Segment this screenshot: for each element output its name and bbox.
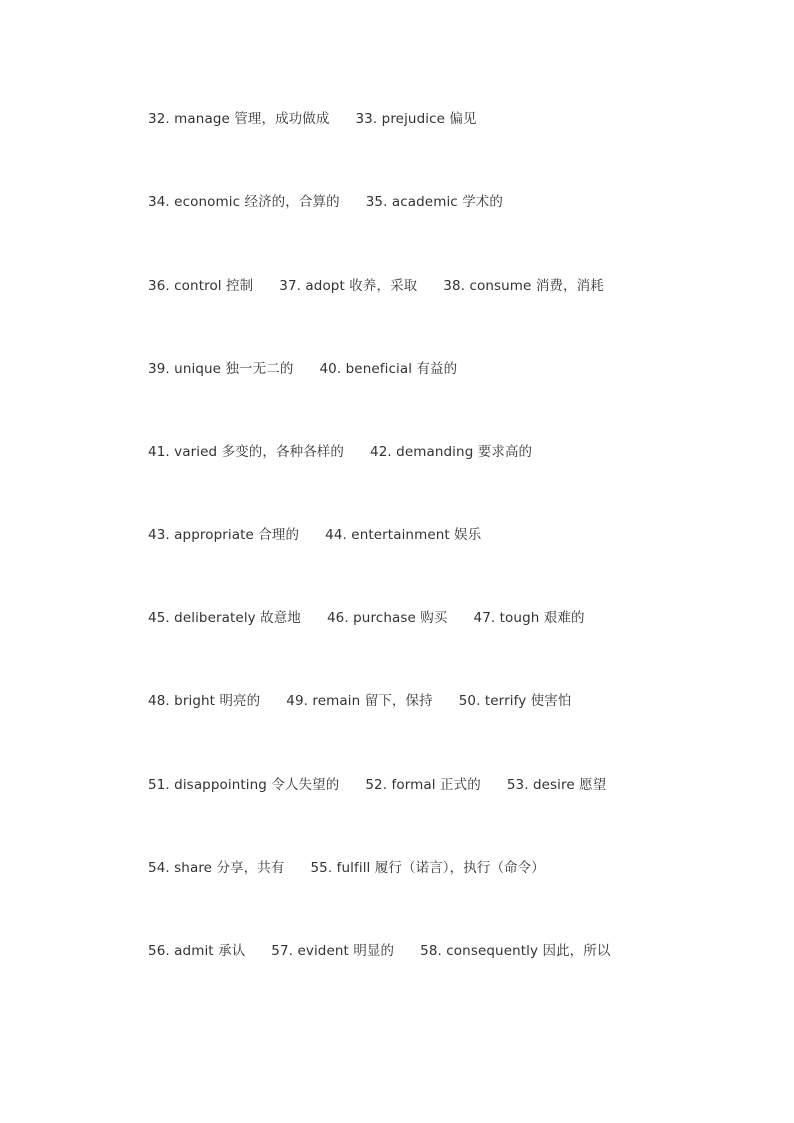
- vocab-line-41-42: [148, 442, 532, 462]
- vocab-entry-adopt: 37. adopt 收养，采取: [279, 278, 418, 294]
- vocab-entry-control: 36. control 控制: [148, 278, 254, 294]
- vocab-entry-purchase: 46. purchase 购买: [326, 610, 448, 626]
- vocab-entry-desire: 53. desire 愿望: [506, 777, 607, 793]
- vocab-line-43-44: [148, 525, 481, 545]
- vocab-entry-terrify: 50. terrify 使害怕: [458, 693, 572, 709]
- vocab-line-48-50: [148, 691, 571, 711]
- vocab-entry-prejudice: 33. prejudice 偏见: [355, 111, 477, 127]
- vocab-entry-economic: 34. economic 经济的，合算的: [148, 194, 340, 210]
- vocab-entry-formal: 52. formal 正式的: [365, 777, 481, 793]
- vocab-entry-unique: 39. unique 独一无二的: [148, 361, 294, 377]
- vocab-line-56-58: [148, 941, 610, 961]
- vocab-entry-evident: 57. evident 明显的: [271, 943, 395, 959]
- vocab-line-54-55: [148, 858, 545, 878]
- vocab-entry-fulfill: 55. fulfill 履行（诺言），执行（命令）: [310, 860, 545, 876]
- vocab-entry-entertainment: 44. entertainment 娱乐: [325, 527, 482, 543]
- vocab-entry-varied: 41. varied 多变的，各种各样的: [148, 444, 344, 460]
- vocab-entry-consequently: 58. consequently 因此，所以: [420, 943, 611, 959]
- vocab-entry-demanding: 42. demanding 要求高的: [370, 444, 533, 460]
- vocab-line-36-38: [148, 276, 604, 296]
- vocab-entry-deliberately: 45. deliberately 故意地: [148, 610, 301, 626]
- vocab-line-51-53: [148, 775, 606, 795]
- vocab-entry-academic: 35. academic 学术的: [365, 194, 504, 210]
- vocab-entry-beneficial: 40. beneficial 有益的: [319, 361, 458, 377]
- vocab-entry-appropriate: 43. appropriate 合理的: [148, 527, 300, 543]
- vocab-entry-bright: 48. bright 明亮的: [148, 693, 261, 709]
- vocab-entry-tough: 47. tough 艰难的: [473, 610, 585, 626]
- vocab-entry-manage: 32. manage 管理，成功做成: [148, 111, 330, 127]
- vocab-entry-consume: 38. consume 消费，消耗: [443, 278, 604, 294]
- vocab-line-34-35: [148, 192, 503, 212]
- vocab-line-39-40: [148, 359, 457, 379]
- vocab-entry-disappointing: 51. disappointing 令人失望的: [148, 777, 340, 793]
- vocab-entry-admit: 56. admit 承认: [148, 943, 246, 959]
- vocab-entry-remain: 49. remain 留下，保持: [286, 693, 433, 709]
- vocab-line-45-47: [148, 608, 585, 628]
- vocab-line-32-33: [148, 109, 477, 129]
- vocab-entry-share: 54. share 分享，共有: [148, 860, 285, 876]
